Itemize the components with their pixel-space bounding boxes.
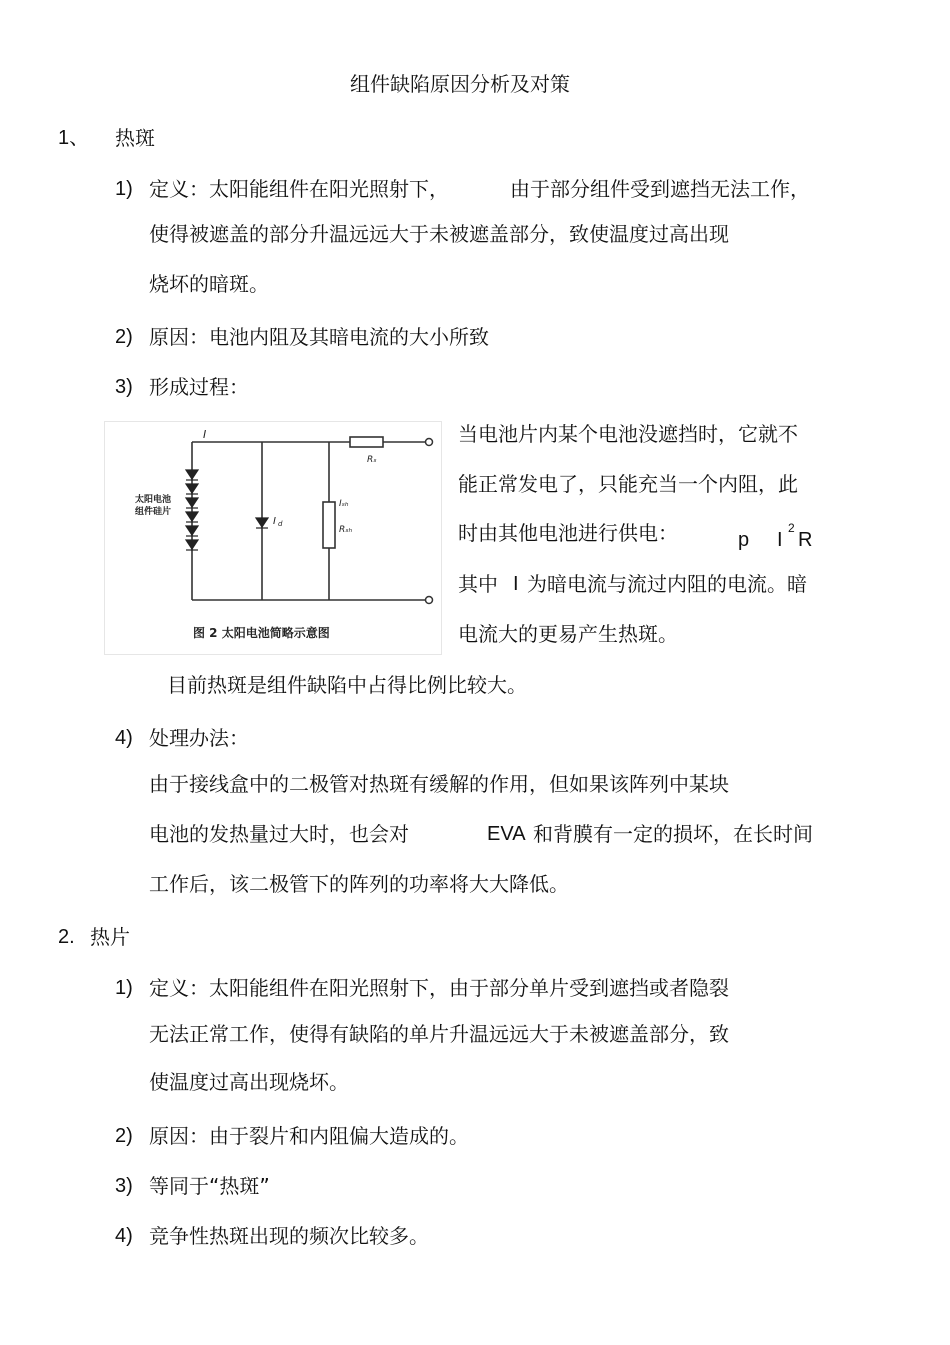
item-3-line-1: 形成过程： (149, 375, 249, 399)
shunt-resistor-label: Rₛₕ (339, 525, 353, 535)
current-label: I (203, 428, 207, 441)
summary-line: 目前热斑是组件缺陷中占得比例比较大。 (167, 673, 527, 697)
shunt-current-label: Iₛₕ (339, 499, 349, 509)
side-text-line-4-I: I (513, 573, 519, 595)
side-text-line-2: 能正常发电了，只能充当一个内阻，此 (458, 472, 798, 496)
s2-item-1-line-2: 无法正常工作，使得有缺陷的单片升温远远大于未被遮盖部分，致 (149, 1022, 729, 1046)
page-title: 组件缺陷原因分析及对策 (350, 72, 570, 96)
circuit-diagram (105, 422, 441, 654)
side-text-line-4a: 其中 (458, 572, 498, 596)
section-1-number: 1、 (58, 127, 90, 149)
series-resistor-label: Rₛ (367, 455, 377, 465)
s2-item-1-line-1: 定义：太阳能组件在阳光照射下，由于部分单片受到遮挡或者隐裂 (149, 976, 729, 1000)
s2-item-1-line-3: 使温度过高出现烧坏。 (149, 1070, 349, 1094)
s2-item-3-number: 3) (115, 1175, 133, 1197)
s2-item-1-number: 1) (115, 977, 133, 999)
item-1-number: 1) (115, 178, 133, 200)
side-text-line-3: 时由其他电池进行供电： (458, 521, 678, 545)
s2-item-4-line-1: 竞争性热斑出现的频次比较多。 (149, 1224, 429, 1248)
diode-current-subscript: d (278, 520, 283, 528)
s2-item-4-number: 4) (115, 1225, 133, 1247)
treatment-line-2a: 电池的发热量过大时，也会对 (149, 822, 409, 846)
item-1-line-1a: 定义：太阳能组件在阳光照射下， (149, 177, 449, 201)
side-text-line-4b: 为暗电流与流过内阻的电流。暗 (527, 572, 807, 596)
series-resistor (350, 437, 383, 447)
treatment-line-2b: 和背膜有一定的损坏，在长时间 (533, 822, 813, 846)
diode-current-label: I (273, 516, 276, 527)
terminal-bottom (426, 597, 433, 604)
item-1-line-3: 烧坏的暗斑。 (149, 272, 269, 296)
item-2-number: 2) (115, 326, 133, 348)
side-text-line-1: 当电池片内某个电池没遮挡时，它就不 (458, 422, 798, 446)
formula-I: I (777, 529, 783, 551)
diode-group-label-2: 组件硅片 (135, 507, 172, 517)
s2-item-2-number: 2) (115, 1125, 133, 1147)
section-2-heading: 热片 (90, 925, 130, 949)
treatment-line-2-eva: EVA (487, 823, 526, 845)
formula-exponent: 2 (788, 521, 795, 535)
section-2-number: 2. (58, 926, 75, 948)
solar-cell-circuit-figure (104, 421, 442, 655)
formula-p: p (738, 529, 750, 551)
section-1-heading: 热斑 (115, 126, 155, 150)
item-1-line-2: 使得被遮盖的部分升温远远大于未被遮盖部分，致使温度过高出现 (149, 222, 729, 246)
diode-group-label-1: 太阳电池 (135, 495, 172, 505)
terminal-top (426, 439, 433, 446)
figure-caption: 图 2 太阳电池简略示意图 (193, 626, 330, 640)
item-4-line-1: 处理办法： (149, 726, 249, 750)
item-3-number: 3) (115, 376, 133, 398)
shunt-resistor (323, 502, 335, 548)
treatment-line-1: 由于接线盒中的二极管对热斑有缓解的作用，但如果该阵列中某块 (149, 772, 729, 796)
parallel-diode (256, 518, 268, 528)
s2-item-2-line-1: 原因：由于裂片和内阻偏大造成的。 (149, 1124, 469, 1148)
item-1-line-1b: 由于部分组件受到遮挡无法工作， (510, 177, 810, 201)
formula-R: R (798, 529, 813, 551)
item-4-number: 4) (115, 727, 133, 749)
side-text-line-5: 电流大的更易产生热斑。 (458, 622, 678, 646)
treatment-line-3: 工作后，该二极管下的阵列的功率将大大降低。 (149, 872, 569, 896)
item-2-line-1: 原因：电池内阻及其暗电流的大小所致 (149, 325, 489, 349)
s2-item-3-line-1: 等同于“热斑” (149, 1174, 270, 1198)
